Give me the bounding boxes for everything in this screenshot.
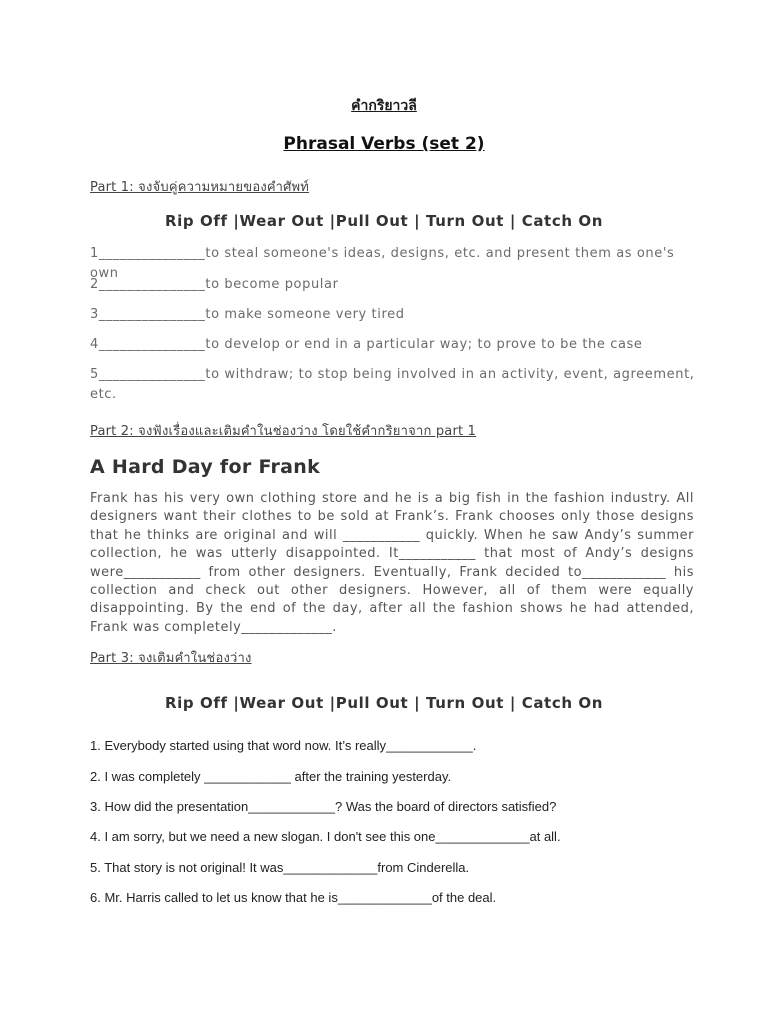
thai-title: คำกริยาวลี <box>351 98 417 114</box>
part2-heading: Part 2: จงฟังเรื่องและเติมคำในช่องว่าง โดยใช้คำกริยาจาก part 1 <box>90 424 477 439</box>
definition-item: 5_______________to withdraw; to stop being involved in an activity, event, agreement, etc. <box>90 367 695 402</box>
story-title: A Hard Day for Frank <box>90 456 321 478</box>
question-item: 1. Everybody started using that word now. It’s really____________. <box>90 738 477 753</box>
question-item: 4. I am sorry, but we need a new slogan. I don't see this one_____________at all. <box>90 829 561 844</box>
question-item: 5. That story is not original! It was_____________from Cinderella. <box>90 860 470 875</box>
definition-item: 4_______________to develop or end in a particular way; to prove to be the case <box>90 337 643 352</box>
definition-item: 1_______________to steal someone's ideas, designs, etc. and present them as one's own <box>90 246 675 281</box>
definition-item: 3_______________to make someone very tired <box>90 307 405 322</box>
question-item: 3. How did the presentation____________? Was the board of directors satisfied? <box>90 799 557 814</box>
part3-word-bank: Rip Off |Wear Out |Pull Out | Turn Out | Catch On <box>164 694 604 712</box>
question-item: 6. Mr. Harris called to let us know that he is_____________of the deal. <box>90 890 497 905</box>
part1-word-bank: Rip Off |Wear Out |Pull Out | Turn Out | Catch On <box>164 212 604 230</box>
part1-heading: Part 1: จงจับคู่ความหมายของคำศัพท์ <box>90 180 310 195</box>
part3-heading: Part 3: จงเติมคำในช่องว่าง <box>90 651 252 666</box>
story-paragraph: Frank has his very own clothing store and he is a big fish in the fashion industry. All designers want their clothes to be sold at Frank’s. Frank chooses only those designs that he thinks are original and will ___________ quickly. When he saw Andy’s summer collection, he was utterly disappointed. It___________ that most of Andy’s designs were___________ from other designers. Eventually, Frank decided to____________ his collection and check out other designers. However, all of them were equally disappointing. By the end of the day, after all the fashion shows he had attended, Frank was completely_____________. <box>90 491 694 635</box>
page-title: Phrasal Verbs (set 2) <box>283 134 485 154</box>
definition-item: 2_______________to become popular <box>90 277 339 292</box>
question-item: 2. I was completely ____________ after the training yesterday. <box>90 769 452 784</box>
